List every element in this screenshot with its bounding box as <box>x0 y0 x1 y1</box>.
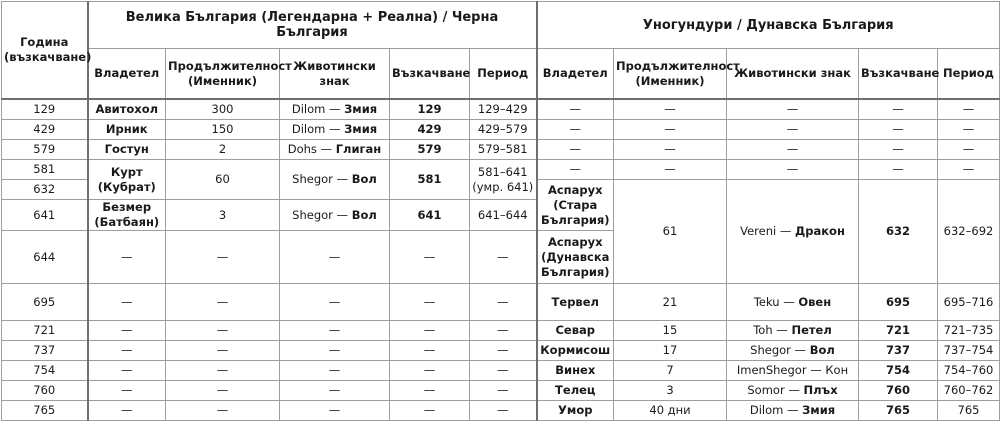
accession-cell: 760 <box>859 381 938 401</box>
empty-cell: — <box>88 341 166 361</box>
duration-cell: 61 <box>614 180 727 284</box>
animal-name: Teku <box>753 294 780 309</box>
empty-cell: — <box>166 321 280 341</box>
animal-sign: Змия <box>344 102 378 116</box>
header-accession-right: Възкачване <box>859 49 938 100</box>
table-row <box>2 321 1000 341</box>
year-cell: 644 <box>2 231 88 284</box>
animal-name: Dilom <box>291 102 326 116</box>
animal-cell: Toh — Петел <box>727 321 859 341</box>
animal-cell: Dilom — Змия <box>727 401 859 421</box>
period-cell <box>470 160 537 200</box>
accession-cell: 429 <box>390 120 470 140</box>
year-cell: 737 <box>2 341 88 361</box>
ruler-cell: Кормисош <box>537 341 614 361</box>
period-cell: 641–644 <box>470 200 537 231</box>
ruler-cell: Винех <box>537 361 614 381</box>
empty-cell: — <box>938 140 1000 160</box>
duration-cell: 300 <box>166 99 280 120</box>
table-row <box>2 284 1000 321</box>
duration-cell: 150 <box>166 120 280 140</box>
empty-cell: — <box>390 284 470 321</box>
empty-cell: — <box>280 321 390 341</box>
rulers-table <box>1 1 1000 421</box>
period-cell: 721–735 <box>938 321 1000 341</box>
table-row <box>2 361 1000 381</box>
empty-cell: — <box>859 120 938 140</box>
year-cell: 754 <box>2 361 88 381</box>
accession-cell: 695 <box>859 284 938 321</box>
period-cell: 754–760 <box>938 361 1000 381</box>
empty-cell: — <box>614 160 727 180</box>
animal-sign: Дракон <box>795 224 845 238</box>
accession-cell: 721 <box>859 321 938 341</box>
animal-sign: Вол <box>809 343 835 357</box>
animal-cell: ImenShegor — Кон <box>727 361 859 381</box>
table-row <box>2 120 1000 140</box>
empty-cell: — <box>727 120 859 140</box>
year-cell: 721 <box>2 321 88 341</box>
accession-cell: 765 <box>859 401 938 421</box>
empty-cell: — <box>537 160 614 180</box>
empty-cell: — <box>88 381 166 401</box>
empty-cell: — <box>470 284 537 321</box>
animal-cell: Dilom — Змия <box>280 120 390 140</box>
accession-cell: 579 <box>390 140 470 160</box>
empty-cell: — <box>727 140 859 160</box>
ruler-cell: Телец <box>537 381 614 401</box>
accession-cell: 641 <box>390 200 470 231</box>
animal-name: Dilom <box>749 403 784 417</box>
header-year: Година (възкачване) <box>2 2 88 100</box>
animal-sign: Вол <box>351 207 377 222</box>
duration-cell: 3 <box>614 381 727 401</box>
empty-cell: — <box>166 341 280 361</box>
ruler-cell: Аспарух (Дунавска България) <box>537 231 614 284</box>
ruler-cell: Умор <box>537 401 614 421</box>
animal-sign: Глиган <box>335 142 382 156</box>
year-cell: 760 <box>2 381 88 401</box>
empty-cell: — <box>470 401 537 421</box>
year-cell: 641 <box>2 200 88 231</box>
animal-cell: Shegor — Вол <box>280 160 390 200</box>
empty-cell: — <box>390 401 470 421</box>
empty-cell: — <box>88 321 166 341</box>
year-cell: 632 <box>2 180 88 200</box>
animal-name: Vereni <box>740 224 777 238</box>
table-row <box>2 401 1000 421</box>
empty-cell: — <box>88 401 166 421</box>
empty-cell: — <box>166 401 280 421</box>
empty-cell: — <box>537 120 614 140</box>
empty-cell: — <box>614 140 727 160</box>
header-duration-left: Продължителност (Именник) <box>166 49 280 100</box>
table-row <box>2 99 1000 120</box>
empty-cell: — <box>280 401 390 421</box>
year-cell: 581 <box>2 160 88 180</box>
empty-cell: — <box>614 120 727 140</box>
duration-cell: 17 <box>614 341 727 361</box>
header-duration-right: Продължителност (Именник) <box>614 49 727 100</box>
animal-cell: Teku — Овен <box>727 284 859 321</box>
duration-cell: 7 <box>614 361 727 381</box>
duration-cell: 3 <box>166 200 280 231</box>
animal-cell: Dohs — Глиган <box>280 140 390 160</box>
year-cell: 129 <box>2 99 88 120</box>
year-cell: 429 <box>2 120 88 140</box>
empty-cell: — <box>727 99 859 120</box>
header-period-right: Период <box>938 49 1000 100</box>
animal-cell: Somor — Плъх <box>727 381 859 401</box>
empty-cell: — <box>166 361 280 381</box>
period-cell: 429–579 <box>470 120 537 140</box>
duration-cell: 2 <box>166 140 280 160</box>
period-cell: 760–762 <box>938 381 1000 401</box>
animal-name: Shegor <box>292 207 333 222</box>
ruler-cell: Авитохол <box>88 99 166 120</box>
empty-cell: — <box>727 160 859 180</box>
accession-cell: 632 <box>859 180 938 284</box>
empty-cell: — <box>166 381 280 401</box>
header-period-left: Период <box>470 49 537 100</box>
animal-name: Toh <box>753 323 773 337</box>
empty-cell: — <box>88 231 166 284</box>
animal-cell: Shegor — Вол <box>280 200 390 231</box>
empty-cell: — <box>280 361 390 381</box>
ruler-cell: Севар <box>537 321 614 341</box>
table-row <box>2 381 1000 401</box>
period-range: 581–641 <box>477 164 528 179</box>
empty-cell: — <box>280 284 390 321</box>
year-cell: 579 <box>2 140 88 160</box>
duration-cell: 40 дни <box>614 401 727 421</box>
period-cell: 129–429 <box>470 99 537 120</box>
empty-cell: — <box>470 321 537 341</box>
empty-cell: — <box>280 381 390 401</box>
period-cell: 765 <box>938 401 1000 421</box>
animal-sign: Петел <box>791 323 832 337</box>
empty-cell: — <box>938 120 1000 140</box>
empty-cell: — <box>390 231 470 284</box>
empty-cell: — <box>470 341 537 361</box>
empty-cell: — <box>470 231 537 284</box>
ruler-cell: Безмер (Батбаян) <box>88 200 166 231</box>
empty-cell: — <box>390 341 470 361</box>
animal-name: Somor <box>747 383 785 397</box>
period-cell: 632–692 <box>938 180 1000 284</box>
animal-sign: Плъх <box>803 383 838 397</box>
empty-cell: — <box>88 361 166 381</box>
empty-cell: — <box>859 99 938 120</box>
period-cell: 695–716 <box>938 284 1000 321</box>
empty-cell: — <box>470 381 537 401</box>
animal-name: Dilom <box>291 122 326 136</box>
ruler-cell: Тервел <box>537 284 614 321</box>
empty-cell: — <box>859 160 938 180</box>
animal-sign: Кон <box>825 363 849 377</box>
empty-cell: — <box>166 231 280 284</box>
period-note: (умр. 641) <box>472 179 534 194</box>
header-accession-left: Възкачване <box>390 49 470 100</box>
ruler-cell: Гостун <box>88 140 166 160</box>
empty-cell: — <box>390 321 470 341</box>
animal-name: Shegor <box>292 172 333 186</box>
table-row <box>2 160 1000 180</box>
accession-cell: 737 <box>859 341 938 361</box>
animal-sign: Вол <box>351 172 377 186</box>
empty-cell: — <box>470 361 537 381</box>
empty-cell: — <box>614 99 727 120</box>
header-animal-left: Животински знак <box>280 49 390 100</box>
empty-cell: — <box>390 361 470 381</box>
animal-sign: Змия <box>344 122 378 136</box>
duration-cell: 15 <box>614 321 727 341</box>
accession-cell: 129 <box>390 99 470 120</box>
animal-sign: Овен <box>798 294 832 309</box>
duration-cell: 60 <box>166 160 280 200</box>
year-cell: 765 <box>2 401 88 421</box>
empty-cell: — <box>938 160 1000 180</box>
animal-name: Shegor <box>750 343 791 357</box>
animal-name: ImenShegor <box>736 363 807 377</box>
ruler-cell: Курт (Кубрат) <box>88 160 166 200</box>
animal-sign: Змия <box>802 403 836 417</box>
header-section-great-bulgaria: Велика България (Легендарна + Реална) / Черна България <box>88 2 537 49</box>
period-cell: 579–581 <box>470 140 537 160</box>
animal-name: Dohs <box>287 142 317 156</box>
year-cell: 695 <box>2 284 88 321</box>
empty-cell: — <box>280 231 390 284</box>
header-animal-right: Животински знак <box>727 49 859 100</box>
accession-cell: 754 <box>859 361 938 381</box>
table-row <box>2 140 1000 160</box>
ruler-cell: Аспарух (Стара България) <box>537 180 614 231</box>
empty-cell: — <box>280 341 390 361</box>
animal-cell: Shegor — Вол <box>727 341 859 361</box>
empty-cell: — <box>537 99 614 120</box>
header-ruler-right: Владетел <box>537 49 614 100</box>
empty-cell: — <box>88 284 166 321</box>
period-cell: 737–754 <box>938 341 1000 361</box>
empty-cell: — <box>166 284 280 321</box>
empty-cell: — <box>390 381 470 401</box>
accession-cell: 581 <box>390 160 470 200</box>
ruler-cell: Ирник <box>88 120 166 140</box>
empty-cell: — <box>537 140 614 160</box>
empty-cell: — <box>938 99 1000 120</box>
duration-cell: 21 <box>614 284 727 321</box>
header-ruler-left: Владетел <box>88 49 166 100</box>
empty-cell: — <box>859 140 938 160</box>
table-row <box>2 341 1000 361</box>
animal-cell: Vereni — Дракон <box>727 180 859 284</box>
animal-cell: Dilom — Змия <box>280 99 390 120</box>
header-section-danube-bulgaria: Уногундури / Дунавска България <box>537 2 1000 49</box>
